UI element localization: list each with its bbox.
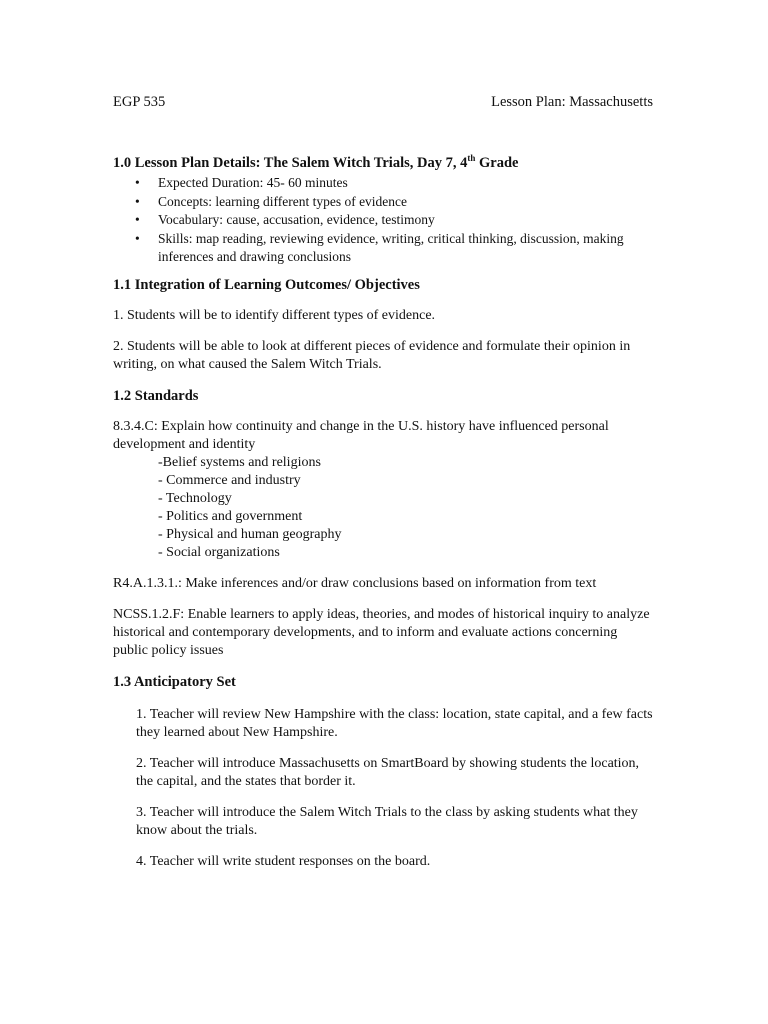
standard-8-3-4-c: 8.3.4.C: Explain how continuity and change in the U.S. history have influenced personal development and identity xyxy=(113,418,609,452)
list-item: - Social organizations xyxy=(158,544,280,560)
list-item: • Concepts: learning different types of evidence xyxy=(135,193,408,209)
document-title: Lesson Plan: Massachusetts xyxy=(491,94,653,110)
list-item: • Skills: map reading, reviewing evidence, writing, critical thinking, discussion, making inferences and drawing conclusions xyxy=(135,230,624,264)
standard-topics-list xyxy=(113,454,653,562)
list-item: • Vocabulary: cause, accusation, evidence, testimony xyxy=(135,212,435,227)
list-item: - Politics and government xyxy=(158,508,303,524)
objective-1: 1. Students will be to identify different types of evidence. xyxy=(113,307,436,323)
list-item: - Physical and human geography xyxy=(158,526,342,542)
course-code: EGP 535 xyxy=(113,94,166,110)
anticipatory-step-4: 4. Teacher will write student responses on the board. xyxy=(136,853,431,869)
list-item: -Belief systems and religions xyxy=(158,454,321,470)
standard-ncss: NCSS.1.2.F: Enable learners to apply ideas, theories, and modes of historical inquiry to analyze historical and contemporary developments, and to inform and evaluate actions concerning public policy issues xyxy=(113,606,650,658)
objective-2: 2. Students will be able to look at different pieces of evidence and formulate their opinion in writing, on what caused the Salem Witch Trials. xyxy=(113,338,631,372)
anticipatory-step-1: 1. Teacher will review New Hampshire with the class: location, state capital, and a few facts they learned about New Hampshire. xyxy=(136,706,653,740)
section-1-1-heading: 1.1 Integration of Learning Outcomes/ Objectives xyxy=(113,276,420,293)
anticipatory-step-3: 3. Teacher will introduce the Salem Witch Trials to the class by asking students what they know about the trials. xyxy=(136,804,638,838)
section-1-0-heading: 1.0 Lesson Plan Details: The Salem Witch Trials, Day 7, 4th Grade xyxy=(113,153,519,171)
lesson-details-list xyxy=(113,174,653,267)
section-1-3-heading: 1.3 Anticipatory Set xyxy=(113,673,236,690)
anticipatory-step-2: 2. Teacher will introduce Massachusetts on SmartBoard by showing students the location, the capital, and the states that border it. xyxy=(136,755,640,789)
page-header xyxy=(113,93,653,111)
standard-r4: R4.A.1.3.1.: Make inferences and/or draw conclusions based on information from text xyxy=(113,575,597,591)
list-item: • Expected Duration: 45- 60 minutes xyxy=(135,175,348,190)
list-item: - Commerce and industry xyxy=(158,472,301,488)
section-1-2-heading: 1.2 Standards xyxy=(113,387,199,404)
list-item: - Technology xyxy=(158,490,232,506)
document-page xyxy=(113,93,653,871)
